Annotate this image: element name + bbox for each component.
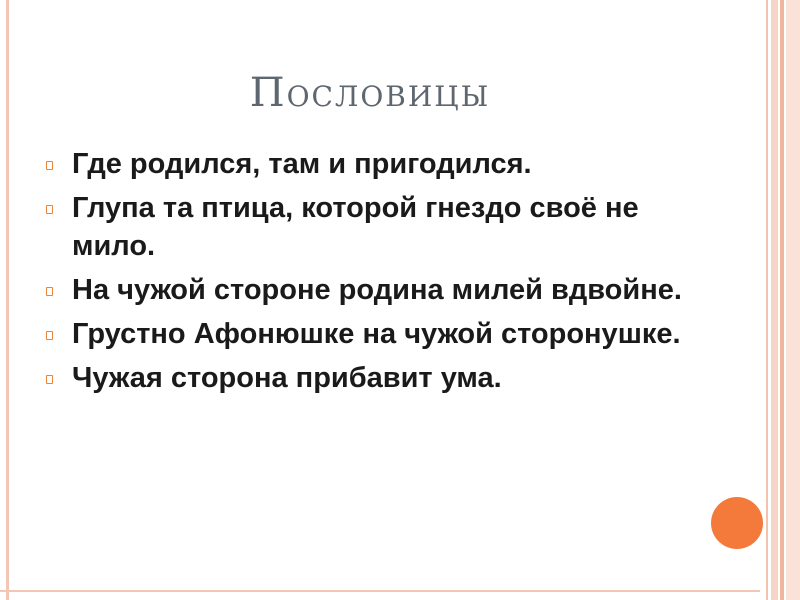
proverb-text: Грустно Афонюшке на чужой сторонушке. (72, 318, 681, 350)
proverb-text: Где родился, там и пригодился. (72, 148, 532, 180)
bullet-icon (46, 331, 53, 340)
list-item (46, 145, 686, 183)
bullet-icon (46, 287, 53, 296)
bullet-icon (46, 375, 53, 384)
right-stripe-decoration (780, 0, 784, 600)
slide-title: Пословицы (249, 70, 491, 116)
proverb-text: Глупа та птица, которой гнездо своё не мило. (72, 192, 639, 262)
proverb-list (46, 145, 686, 403)
decorative-circle (711, 497, 763, 549)
proverb-text: На чужой стороне родина милей вдвойне. (72, 274, 682, 306)
bottom-border-decoration (0, 590, 760, 592)
right-stripe-decoration (771, 0, 778, 600)
list-item (46, 189, 686, 265)
bullet-icon (46, 205, 53, 214)
list-item (46, 315, 686, 353)
list-item (46, 271, 686, 309)
list-item (46, 359, 686, 397)
bullet-icon (46, 161, 53, 170)
proverb-text: Чужая сторона прибавит ума. (72, 362, 502, 394)
right-stripe-decoration (766, 0, 768, 600)
right-stripe-decoration (786, 0, 800, 600)
